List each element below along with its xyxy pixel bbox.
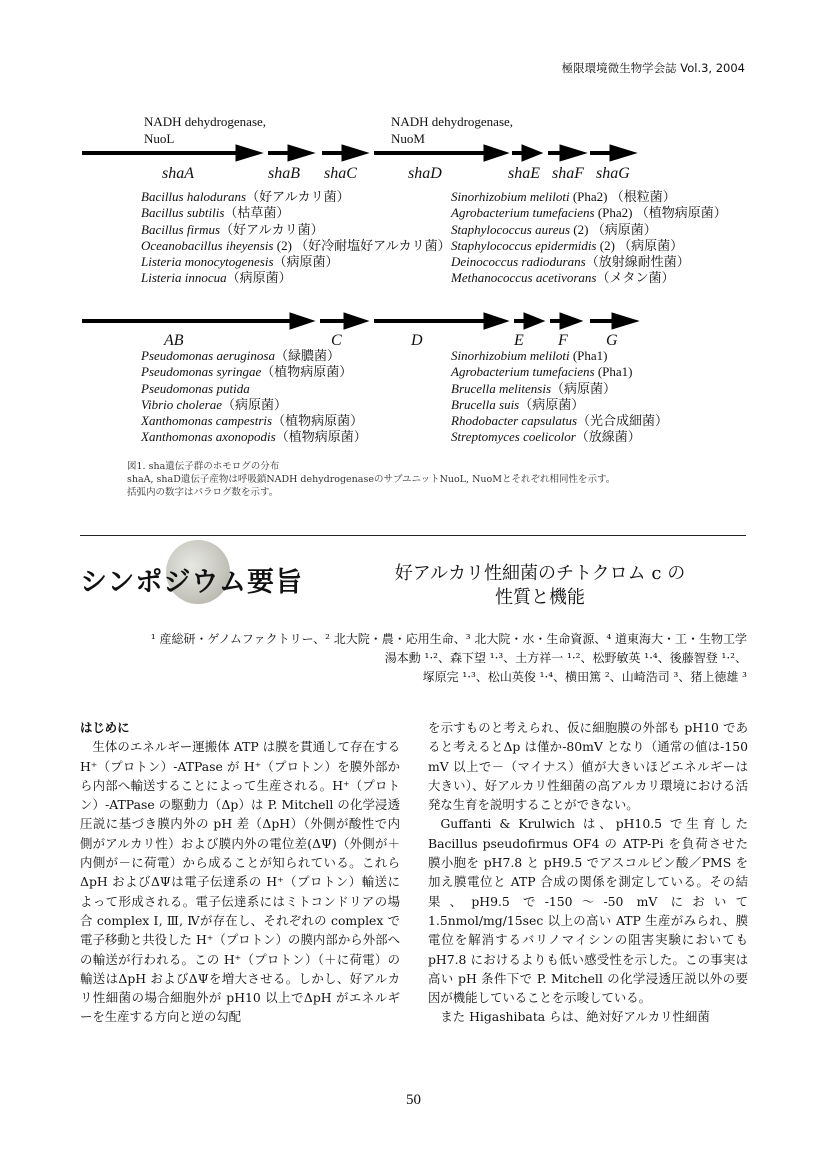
body-right-column (428, 718, 748, 1027)
paragraph: Guffanti & Krulwich は、pH10.5 で生育した Bacillus pseudofirmus OF4 の ATP-Pi を負荷させた膜小胞を pH7.8 と pH9.5 でアスコルビン酸／PMS を加え膜電位と ATP 合成の関係を測定している。その結果、pH9.5 で-150～-50 mV において 1.5nmol/mg/15sec 以上の高い ATP 生産がみられ、膜電位を解消するバリノマイシンの阻害実験においても pH7.8 におけるよりも低い感受性を示した。この事実は高い pH 条件下で P. Mitchell の化学浸透圧説以外の要因が機能していることを示唆している。 (428, 816, 748, 1006)
organism-item: Deinococcus radiodurans（放射線耐性菌） (451, 254, 690, 270)
caption-line: 図1. sha遺伝子群のホモログの分布 (127, 461, 280, 472)
gene-label: shaB (268, 165, 300, 182)
organism-item: Staphylococcus aureus (2) （病原菌） (451, 221, 657, 237)
organism-item: Oceanobacillus iheyensis (2) （好冷耐塩好アルカリ菌） (141, 237, 451, 253)
gene-label: E (514, 332, 524, 349)
figure-caption (127, 460, 615, 499)
gene-label: shaD (408, 165, 442, 182)
authors: 塚原完 ¹·³、松山英俊 ¹·⁴、横田篤 ²、山崎浩司 ³、猪上徳雄 ³ (422, 670, 747, 684)
gene-label: D (411, 332, 423, 349)
journal-header: 極限環境微生物学会誌 Vol.3, 2004 (561, 61, 745, 75)
paragraph: 生体のエネルギー運搬体 ATP は膜を貫通して存在する H⁺（プロトン）-ATPase が H⁺（プロトン）を膜外部から内部へ輸送することによって生産される。H⁺（プロトン）-ATPase の駆動力（Δp）は P. Mitchell の化学浸透圧説に基づき膜内外の pH 差（ΔpH）（外側が酸性で内側がアルカリ性）および膜内外の電位差(ΔΨ)（外側が＋内側が－に荷電）から成ることが知られている。これらΔpH およびΔΨは電子伝達系の H⁺（プロトン）輸送によって形成される。電子伝達系にはミトコンドリアの場合 complex Ⅰ, Ⅲ, Ⅳが存在し、それぞれの complex で電子移動と共役した H⁺（プロトン）の膜内部から外部への輸送が行われる。この H⁺（プロトン）（＋に荷電）の輸送はΔpH およびΔΨを増大させる。しかし、好アルカリ性細菌の場合細胞外が pH10 以上でΔpH がエネルギーを生産する方向と逆の勾配 (80, 739, 400, 1025)
caption-line: 括弧内の数字はパラログ数を示す。 (127, 487, 279, 498)
gene-label: shaF (552, 165, 584, 182)
organism-item: Sinorhizobium meliloti (Pha2) （根粒菌） (451, 189, 676, 204)
organism-item: Agrobacterium tumefaciens (Pha2) （植物病原菌） (451, 205, 727, 221)
paragraph: を示すものと考えられ、仮に細胞膜の外部も pH10 であると考えるとΔp は僅か-80mV となり（通常の値は-150 mV 以上で－（マイナス）値が大きいほどエネルギーは大きい）、好アルカリ性細菌の高アルカリ環境における活発な生育を説明することができない。 (428, 720, 748, 813)
organism-item: Brucella melitensis（病原菌） (451, 380, 617, 396)
gene-label: F (558, 332, 568, 349)
article-title: 好アルカリ性細菌のチトクロム c の 性質と機能 (394, 563, 686, 608)
affiliations: ¹ 産総研・ゲノムファクトリー、² 北大院・農・応用生命、³ 北大院・水・生命資源、⁴ 道東海大・工・生物工学 (150, 632, 747, 646)
organism-item: Xanthomonas campestris（植物病原菌） (141, 413, 364, 429)
organism-item: Pseudomonas syringae（植物病原菌） (141, 364, 353, 380)
gene-label: G (606, 332, 618, 349)
organism-item: Bacillus subtilis（枯草菌） (141, 205, 290, 221)
body-left-column (80, 718, 400, 1027)
organism-item: Agrobacterium tumefaciens (Pha1) (451, 364, 633, 380)
organism-item: Rhodobacter capsulatus（光合成細菌） (451, 413, 669, 429)
gene-label: C (331, 332, 342, 349)
gene-label: shaG (596, 165, 630, 182)
paragraph: また Higashibata らは、絶対好アルカリ性細菌 (440, 1009, 710, 1025)
nuol-label: NADH dehydrogenase, NuoL (144, 114, 267, 146)
section-heading: はじめに (80, 720, 130, 735)
gene-label: AB (164, 332, 184, 349)
organism-item: Listeria innocua（病原菌） (141, 270, 292, 286)
organism-item: Listeria monocytogenesis（病原菌） (141, 254, 339, 270)
gene-label: shaC (324, 165, 357, 182)
nuom-label: NADH dehydrogenase, NuoM (391, 114, 514, 146)
organism-list-top-right (451, 189, 727, 287)
organism-item: Sinorhizobium meliloti (Pha1) (451, 348, 608, 363)
organism-list-bottom-left (141, 348, 367, 446)
organism-item: Pseudomonas putida (141, 380, 250, 396)
authors: 湯本勳 ¹·²、森下望 ¹·³、土方祥一 ¹·²、松野敏英 ¹·⁴、後藤智登 ¹·²、 (384, 651, 747, 665)
section-title: シンポジウム要旨 (80, 567, 304, 598)
page-number: 50 (406, 1092, 421, 1108)
gene-label: shaE (508, 165, 540, 182)
organism-item: Bacillus firmus（好アルカリ菌） (141, 221, 324, 237)
organism-item: Pseudomonas aeruginosa（緑膿菌） (141, 348, 340, 363)
organism-item: Xanthomonas axonopodis（植物病原菌） (141, 429, 367, 445)
organism-item: Bacillus halodurans（好アルカリ菌） (141, 189, 350, 204)
author-block (151, 630, 747, 687)
divider (80, 535, 746, 536)
organism-list-bottom-right (451, 348, 668, 446)
organism-item: Streptomyces coelicolor（放線菌） (451, 429, 641, 445)
organism-item: Staphylococcus epidermidis (2) （病原菌） (451, 237, 684, 253)
organism-item: Vibrio cholerae（病原菌） (141, 396, 288, 412)
organism-item: Brucella suis（病原菌） (451, 396, 585, 412)
caption-line: shaA, shaD遺伝子産物は呼吸鎖NADH dehydrogenaseのサブユニットNuoL, NuoMとそれぞれ相同性を示す。 (127, 474, 616, 485)
gene-label: shaA (162, 165, 194, 182)
organism-item: Methanococcus acetivorans（メタン菌） (451, 270, 675, 286)
organism-list-top-left (141, 189, 451, 287)
